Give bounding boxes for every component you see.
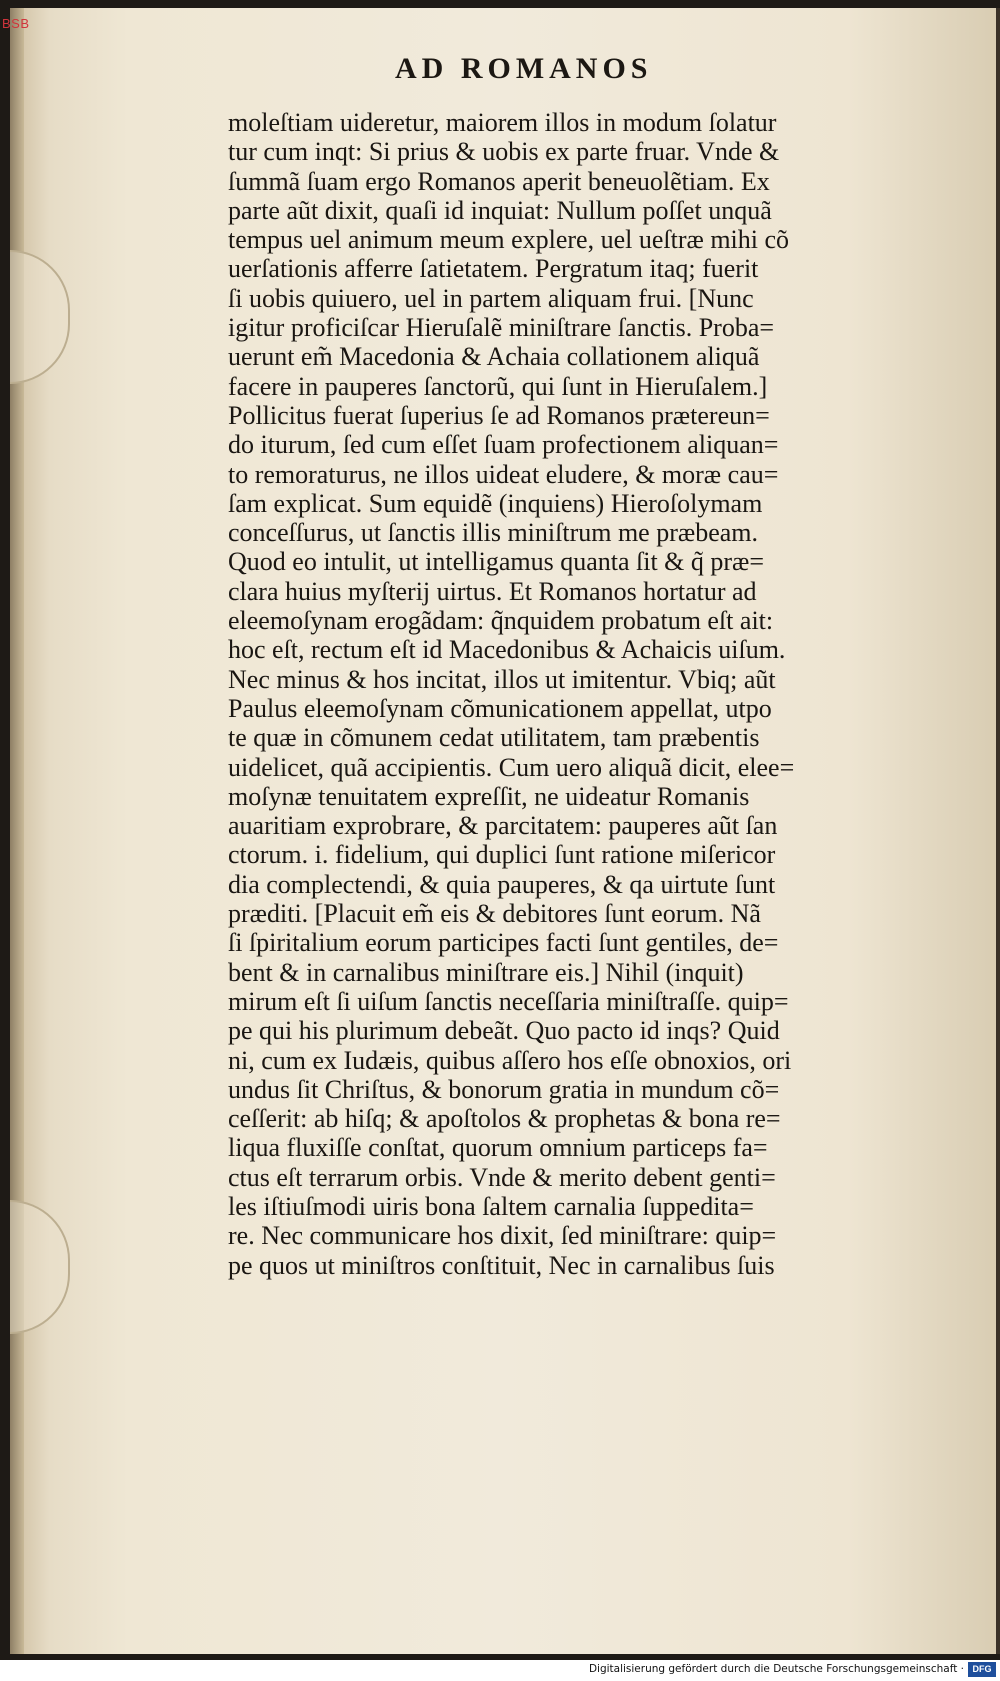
text-line: ctus eſt terrarum orbis. Vnde & merito debent genti=: [228, 1162, 776, 1192]
text-line: conceſſurus, ut ſanctis illis miniſtrum me præbeam.: [228, 518, 759, 548]
text-line: uidelicet, quã accipientis. Cum uero aliquã dicit, elee=: [228, 752, 795, 782]
text-line: uerſationis afferre ſatietatem. Pergratum itaq; fuerit: [228, 254, 759, 284]
text-line: præditi. [Placuit em̃ eis & debitores ſunt eorum. Nã: [228, 899, 761, 929]
text-line: Paulus eleemoſynam cõmunicationem appellat, utpo: [228, 693, 772, 723]
digitization-credit: Digitalisierung gefördert durch die Deutsche Forschungsgemeinschaft ·: [588, 1663, 964, 1675]
text-line: ni, cum ex Iudæis, quibus aſſero hos eſſe obnoxios, ori: [228, 1045, 792, 1075]
text-line: ctorum. i. fidelium, qui duplici ſunt ratione miſericor: [228, 840, 776, 870]
text-line: moſynæ tenuitatem expreſſit, ne uideatur Romanis: [228, 781, 750, 811]
footer-bar: [0, 1660, 1000, 1681]
body-text: [228, 108, 958, 1280]
text-line: uerunt em̃ Macedonia & Achaia collationem aliquã: [228, 342, 760, 372]
text-line: ſam explicat. Sum equidẽ (inquiens) Hieroſolymam: [228, 488, 763, 518]
text-line: liqua fluxiſſe conſtat, quorum omnium particeps fa=: [228, 1133, 768, 1163]
text-line: te quæ in cõmunem cedat utilitatem, tam præbentis: [228, 723, 760, 753]
text-line: clara huius myſterij uirtus. Et Romanos hortatur ad: [228, 576, 757, 606]
text-line: ſummã ſuam ergo Romanos aperit beneuolẽtiam. Ex: [228, 166, 770, 196]
text-line: pe qui his plurimum debeãt. Quo pacto id inqs? Quid: [228, 1016, 780, 1046]
text-line: hoc eſt, rectum eſt id Macedonibus & Achaicis uiſum.: [228, 635, 786, 665]
text-line: Pollicitus fuerat ſuperius ſe ad Romanos prætereun=: [228, 400, 770, 430]
dfg-logo: DFG: [968, 1662, 996, 1677]
text-line: moleſtiam uideretur, maiorem illos in modum ſolatur: [228, 108, 777, 137]
text-line: dia complectendi, & quia pauperes, & qa uirtute ſunt: [228, 869, 776, 899]
text-line: do iturum, ſed cum eſſet ſuam profectionem aliquan=: [228, 430, 779, 460]
text-line: mirum eſt ſi uiſum ſanctis neceſſaria miniſtraſſe. quip=: [228, 986, 789, 1016]
text-line: ſi uobis quiuero, uel in partem aliquam frui. [Nunc: [228, 283, 754, 313]
text-line: facere in pauperes ſanctorũ, qui ſunt in Hieruſalem.]: [228, 371, 768, 401]
text-line: tur cum inqt: Si prius & uobis ex parte fruar. Vnde &: [228, 137, 780, 167]
text-line: ceſſerit: ab hiſq; & apoſtolos & prophetas & bona re=: [228, 1104, 781, 1134]
text-line: tempus uel animum meum explere, uel ueſtræ mihi cõ: [228, 225, 790, 255]
text-line: eleemoſynam erogãdam: q̃nquidem probatum eſt ait:: [228, 606, 774, 636]
library-mark: BSB: [2, 16, 30, 31]
text-line: re. Nec communicare hos dixit, ſed miniſtrare: quip=: [228, 1221, 777, 1251]
running-head: AD ROMANOS: [395, 52, 653, 85]
text-line: ſi ſpiritalium eorum participes facti ſunt gentiles, de=: [228, 928, 779, 958]
text-line: parte aũt dixit, quaſi id inquiat: Nullum poſſet unquã: [228, 195, 772, 225]
text-line: auaritiam exprobrare, & parcitatem: pauperes aũt ſan: [228, 811, 778, 841]
text-line: les iſtiuſmodi uiris bona ſaltem carnalia ſuppedita=: [228, 1191, 754, 1221]
text-line: pe quos ut miniſtros conſtituit, Nec in carnalibus ſuis: [228, 1250, 775, 1280]
text-line: Nec minus & hos incitat, illos ut imitentur. Vbiq; aũt: [228, 664, 776, 694]
text-line: to remoraturus, ne illos uideat eludere, & moræ cau=: [228, 459, 779, 489]
text-line: bent & in carnalibus miniſtrare eis.] Nihil (inquit): [228, 957, 744, 987]
text-line: undus ſit Chriſtus, & bonorum gratia in mundum cõ=: [228, 1074, 780, 1104]
text-line: igitur proficiſcar Hieruſalẽ miniſtrare ſanctis. Proba=: [228, 313, 775, 343]
text-line: Quod eo intulit, ut intelligamus quanta ſit & q̃ præ=: [228, 547, 765, 577]
